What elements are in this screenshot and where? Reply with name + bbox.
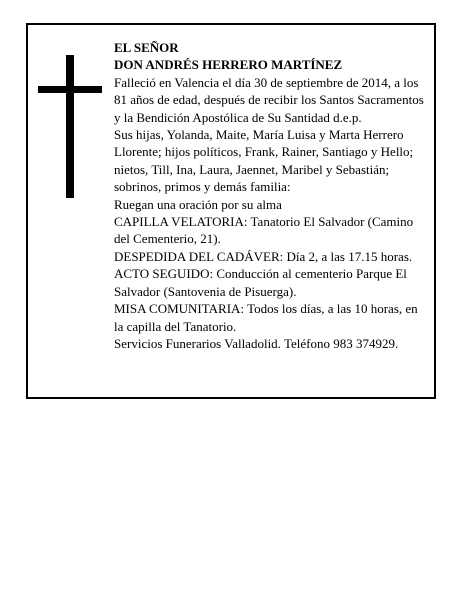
death-announcement: Falleció en Valencia el día 30 de septiembre de 2014, a los 81 años de edad, después de recibir los Santos Sacramentos y la Bendición Apostólica de Su Santidad d.e.p. (114, 74, 424, 125)
cross-vertical-bar (66, 55, 74, 198)
deceased-name: DON ANDRÉS HERRERO MARTÍNEZ (114, 57, 343, 73)
notice-text (114, 39, 430, 352)
prayer-request: Ruegan una oración por su alma (114, 196, 282, 212)
funeral-chapel: CAPILLA VELATORIA: Tanatorio El Salvador (Camino del Cementerio, 21). (114, 214, 414, 247)
funeral-services-contact: Servicios Funerarios Valladolid. Teléfono 983 374929. (114, 335, 399, 351)
deceased-title: EL SEÑOR (114, 40, 179, 55)
obituary-notice (26, 23, 436, 399)
farewell-time: DESPEDIDA DEL CADÁVER: Día 2, a las 17.15 horas. (114, 248, 413, 264)
cross-horizontal-bar (38, 86, 102, 93)
community-mass: MISA COMUNITARIA: Todos los días, a las 10 horas, en la capilla del Tanatorio. (114, 301, 418, 334)
latin-cross-icon (38, 55, 102, 198)
family-list: Sus hijas, Yolanda, Maite, María Luisa y Marta Herrero Llorente; hijos políticos, Frank, Rainer, Santiago y Hello; nietos, Till, Ina, Laura, Jaennet, Maribel y Sebastián; sobrinos, primos y demás familia: (114, 127, 414, 195)
procession-info: ACTO SEGUIDO: Conducción al cementerio Parque El Salvador (Santovenia de Pisuerga). (114, 266, 407, 299)
